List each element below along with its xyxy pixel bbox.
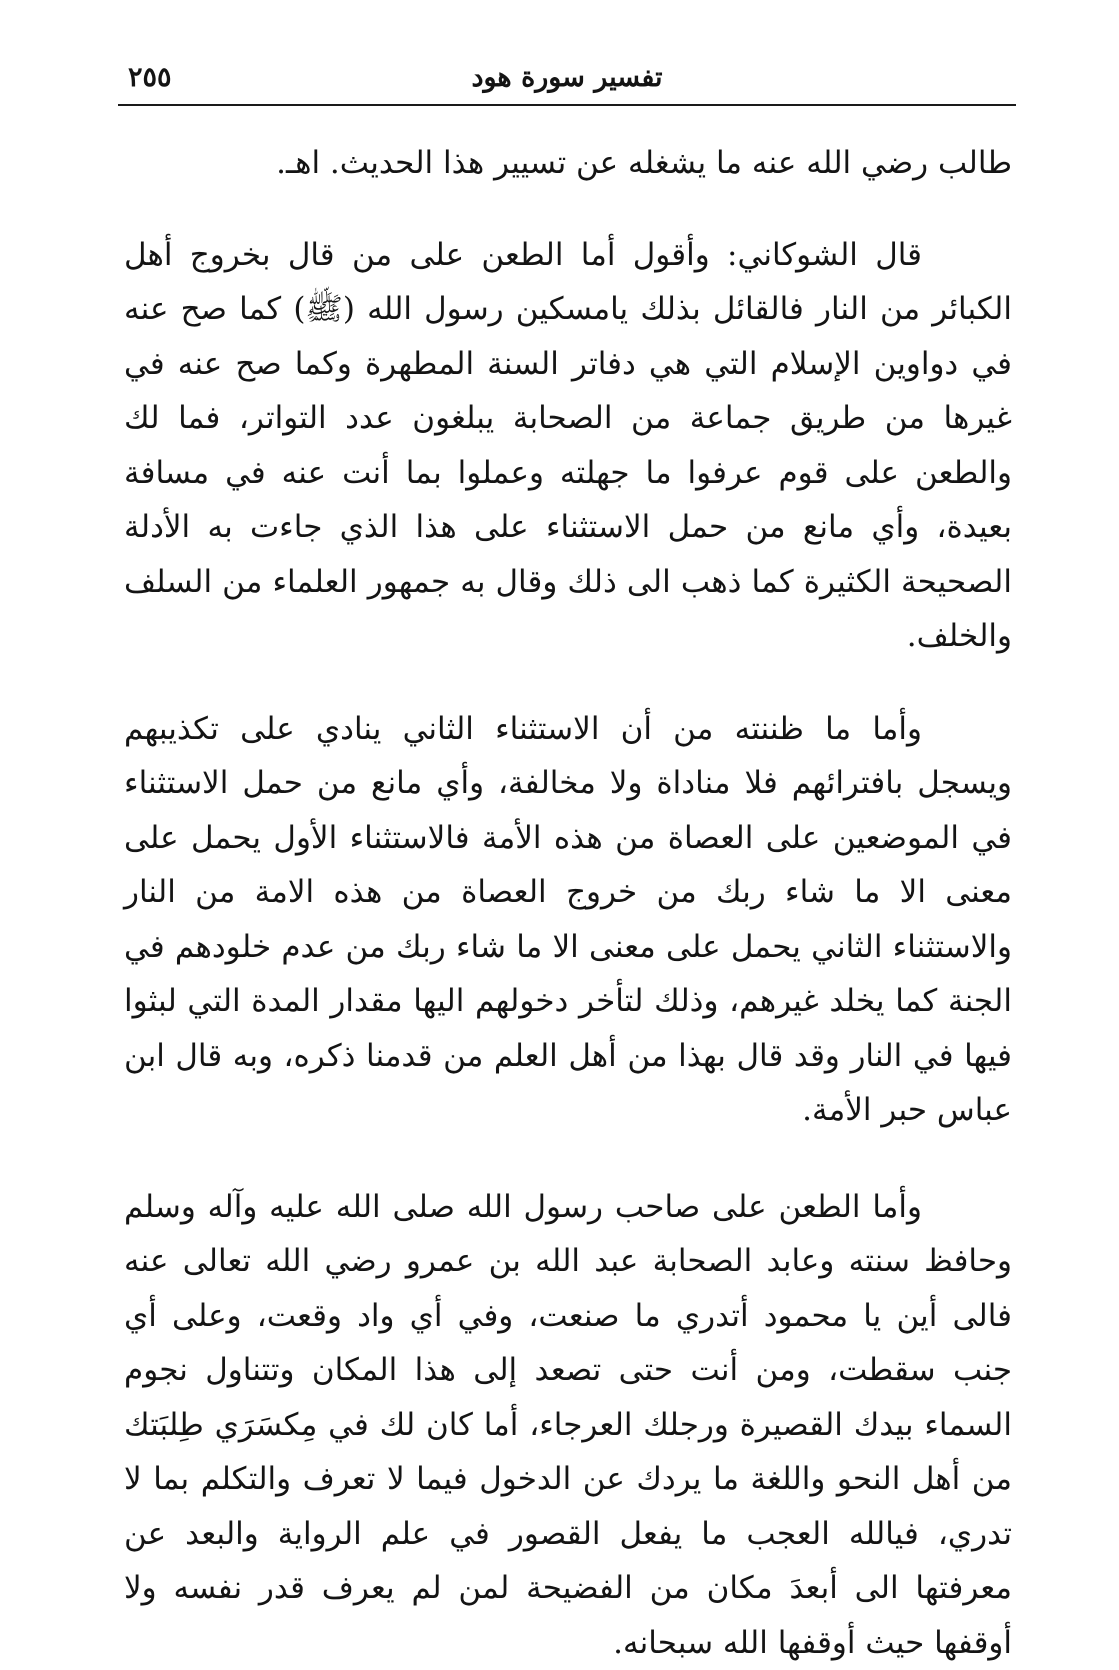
body-text xyxy=(124,136,1012,1670)
header-divider xyxy=(118,104,1016,106)
page-number: ٢٥٥ xyxy=(128,58,172,98)
paragraph-companion-defense: وأما الطعن على صاحب رسول الله صلى الله عليه وآله وسلم وحافظ سنته وعابد الصحابة عبد الله بن عمرو رضي الله تعالى عنه فالى أين يا محمود أتدري ما صنعت، وفي أي واد وقعت، وعلى أي جنب سقطت، ومن أنت حتى تصعد إلى هذا المكان وتتناول نجوم السماء بيدك القصيرة ورجلك العرجاء، أما كان لك في مِكسَرَي طِلبَتك من أهل النحو واللغة ما يردك عن الدخول فيما لا تعرف والتكلم بما لا تدري، فيالله العجب ما يفعل القصور في علم الرواية والبعد عن معرفتها الى أبعدَ مكان من الفضيحة لمن لم يعرف قدر نفسه ولا أوقفها حيث أوقفها الله سبحانه. xyxy=(124,1180,1012,1670)
paragraph-continuation: طالب رضي الله عنه ما يشغله عن تسيير هذا الحديث. اهـ. xyxy=(124,136,1012,191)
paragraph-second-exception: وأما ما ظننته من أن الاستثناء الثاني ينادي على تكذيبهم ويسجل بافترائهم فلا مناداة ولا مخالفة، وأي مانع من حمل الاستثناء في الموضعين على العصاة من هذه الأمة فالاستثناء الأول يحمل على معنى الا ما شاء ربك من خروج العصاة من هذه الامة من النار والاستثناء الثاني يحمل على معنى الا ما شاء ربك من عدم خلودهم في الجنة كما يخلد غيرهم، وذلك لتأخر دخولهم اليها مقدار المدة التي لبثوا فيها في النار وقد قال بهذا من أهل العلم من قدمنا ذكره، وبه قال ابن عباس حبر الأمة. xyxy=(124,702,1012,1138)
running-title: تفسير سورة هود xyxy=(118,58,1016,98)
paragraph-shawkani-quote: قال الشوكاني: وأقول أما الطعن على من قال بخروج أهل الكبائر من النار فالقائل بذلك يامسكين رسول الله (ﷺ) كما صح عنه في دواوين الإسلام التي هي دفاتر السنة المطهرة وكما صح عنه في غيرها من طريق جماعة من الصحابة يبلغون عدد التواتر، فما لك والطعن على قوم عرفوا ما جهلته وعملوا بما أنت عنه في مسافة بعيدة، وأي مانع من حمل الاستثناء على هذا الذي جاءت به الأدلة الصحيحة الكثيرة كما ذهب الى ذلك وقال به جمهور العلماء من السلف والخلف. xyxy=(124,228,1012,664)
page-header xyxy=(118,58,1016,100)
